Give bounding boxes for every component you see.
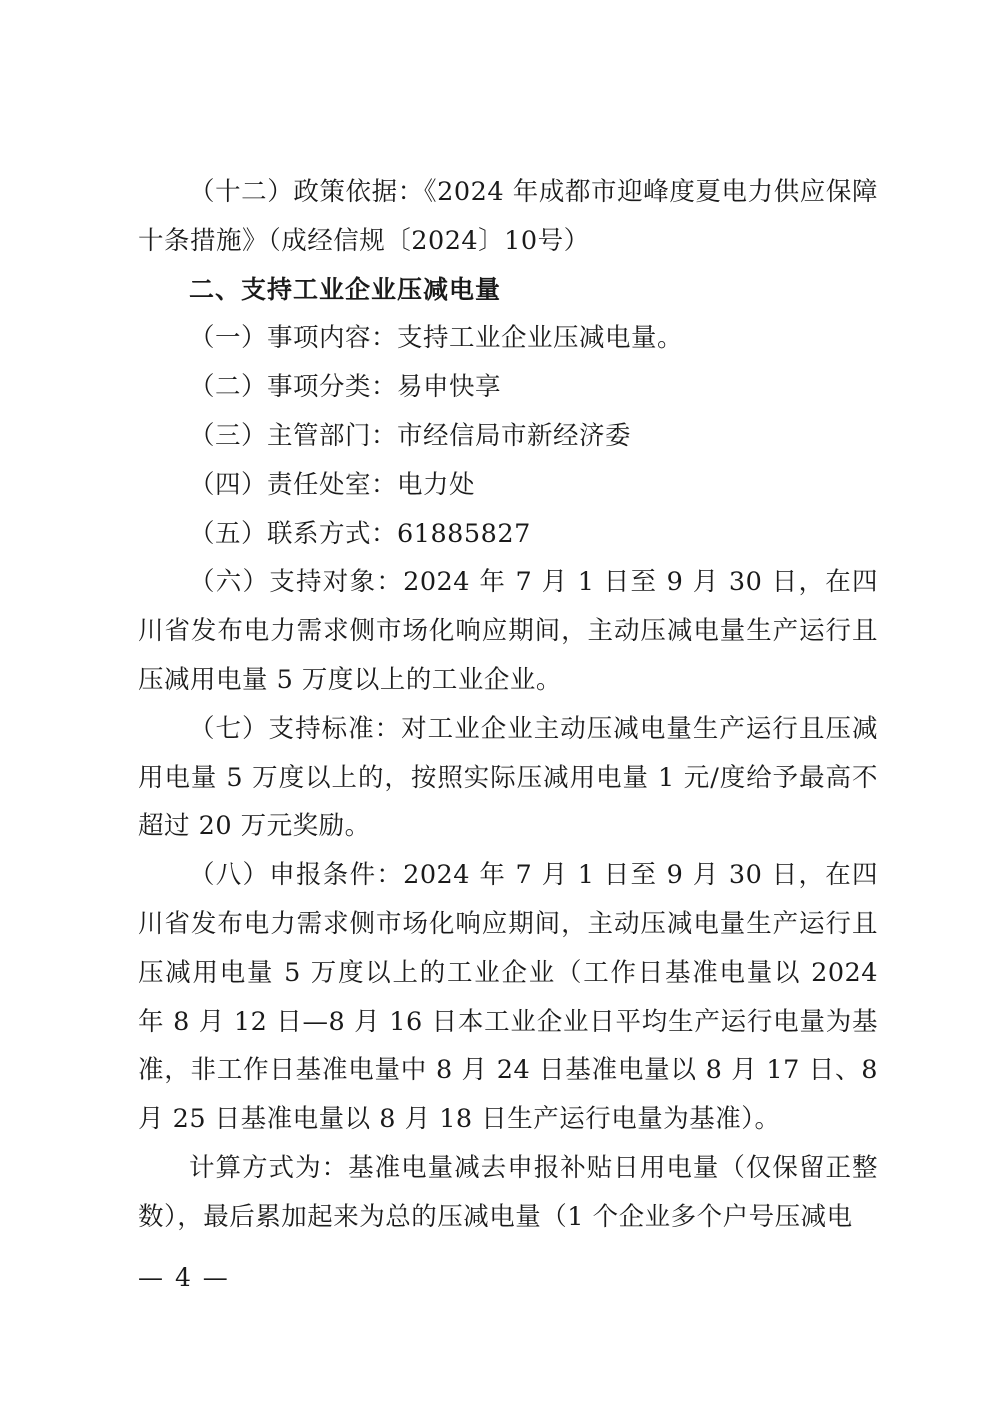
contact-paragraph: （五）联系方式：61885827 [189,518,531,549]
section-heading: 二、支持工业企业压减电量 [189,274,502,304]
calculation-method-paragraph: 计算方式为：基准电量减去申报补贴日用电量（仅保留正整数），最后累加起来为总的压减电量（1 个企业多个户号压减电 [138,1152,878,1232]
item-content-paragraph: （一）事项内容：支持工业企业压减电量。 [189,323,684,354]
document-body [138,168,878,1242]
page-number: — 4 — [138,1263,230,1292]
support-target-paragraph: （六）支持对象：2024 年 7 月 1 日至 9 月 30 日，在四川省发布电力需求侧市场化响应期间，主动压减电量生产运行且压减用电量 5 万度以上的工业企业。 [138,567,878,695]
application-conditions-paragraph: （八）申报条件：2024 年 7 月 1 日至 9 月 30 日，在四川省发布电力需求侧市场化响应期间，主动压减电量生产运行且压减用电量 5 万度以上的工业企业（工作日基准电量以 2024 年 8 月 12 日—8 月 16 日本工业企业日平均生产运行电量为基准，非工作日基准电量中 8 月 24 日基准电量以 8 月 17 日、8 月 25 日基准电量以 8 月 18 日生产运行电量为基准）。 [138,860,878,1135]
responsible-office-paragraph: （四）责任处室：电力处 [189,469,476,500]
department-paragraph: （三）主管部门：市经信局市新经济委 [189,420,632,451]
item-category-paragraph: （二）事项分类：易申快享 [189,372,502,403]
policy-basis-paragraph: （十二）政策依据：《2024 年成都市迎峰度夏电力供应保障十条措施》（成经信规〔2024〕10号） [138,177,878,256]
support-standard-paragraph: （七）支持标准：对工业企业主动压减电量生产运行且压减用电量 5 万度以上的，按照实际压减用电量 1 元/度给予最高不超过 20 万元奖励。 [138,713,878,842]
